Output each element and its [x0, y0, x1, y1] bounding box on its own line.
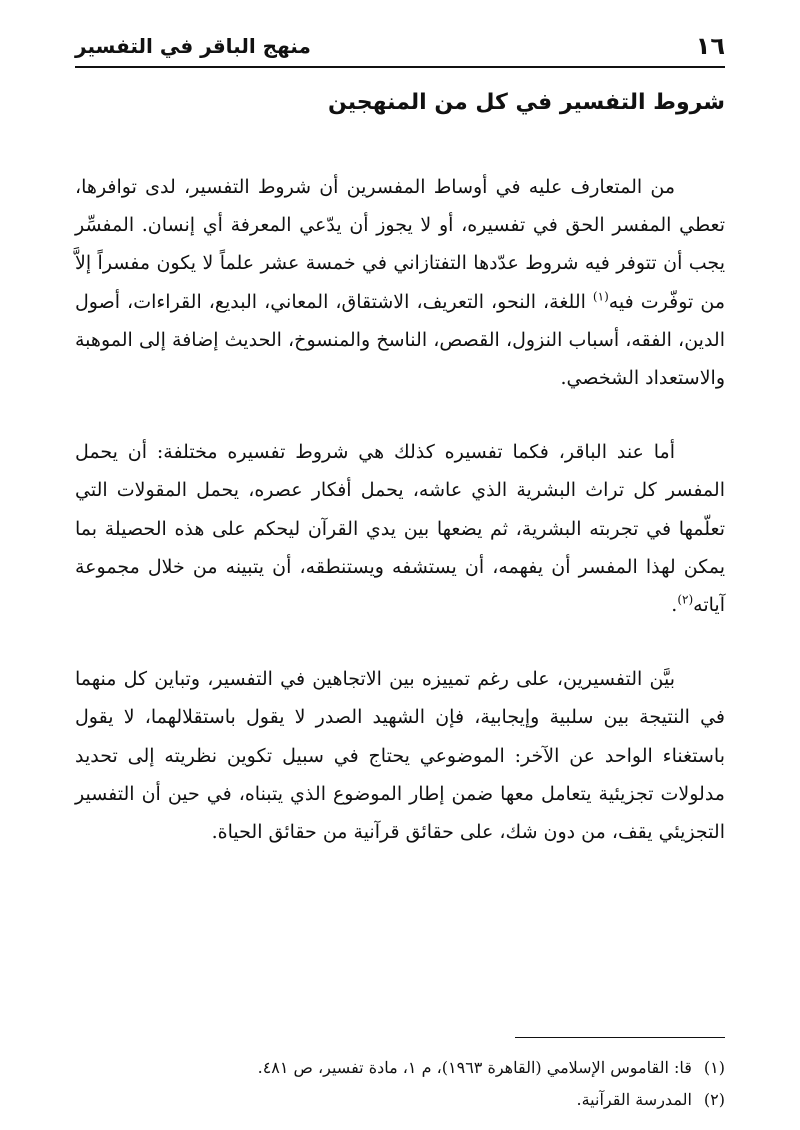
footnote: [75, 1052, 725, 1084]
page-number: ١٦: [695, 32, 725, 60]
footnote: [75, 1084, 725, 1116]
footnote-ref[interactable]: (٢): [677, 592, 694, 607]
footnote-text: المدرسة القرآنية.: [576, 1090, 692, 1109]
paragraph: [75, 168, 725, 397]
paragraph-text: من المتعارف عليه في أوساط المفسرين أن شروط التفسير، لدى توافرها، تعطي المفسر الحق في تفسيره، أو لا يجوز أن يدّعي المعرفة أي إنسان. المفسِّر يجب أن تتوفر فيه شروط عدّدها التفتازاني في خمسة عشر علماً لا يكون مفسراً إلاَّ من توفّرت فيه: [75, 176, 726, 313]
footnote-divider: [515, 1037, 725, 1038]
section-heading: شروط التفسير في كل من المنهجين: [327, 90, 725, 115]
page-header: [75, 30, 725, 68]
paragraph-text: اللغة، النحو، التعريف، الاشتقاق، المعاني، البديع، القراءات، أصول الدين، الفقه، أسباب النزول، القصص، الناسخ والمنسوخ، الحديث إضافة إلى الموهبة والاستعداد الشخصي.: [75, 290, 725, 390]
paragraph-text: بيَّن التفسيرين، على رغم تمييزه بين الاتجاهين في التفسير، وتباين كل منهما في النتيجة بين سلبية وإيجابية، فإن الشهيد الصدر لا يقول باستقلالهما، لا يقول باستغناء الواحد عن الآخر: الموضوعي يحتاج في سبيل تكوين نظريته إلى تحديد مدلولات تجزيئية يتعامل معها ضمن إطار الموضوع الذي يتبناه، في حين أن التفسير التجزيئي يقف، من دون شك، على حقائق قرآنية من حقائق الحياة.: [75, 668, 725, 844]
paragraph-text: .: [671, 594, 678, 617]
paragraph: [75, 433, 725, 624]
footnote-ref[interactable]: (١): [592, 289, 609, 304]
running-title: منهج الباقر في التفسير: [75, 34, 311, 58]
body-text: [75, 168, 725, 851]
footnote-number: (٢): [703, 1090, 725, 1109]
paragraph: [75, 660, 725, 851]
footnote-number: (١): [703, 1058, 725, 1077]
footnotes: [75, 1052, 725, 1116]
footnote-text: قا: القاموس الإسلامي (القاهرة ١٩٦٣)، م ١، مادة تفسير، ص ٤٨١.: [257, 1058, 692, 1077]
paragraph-text: أما عند الباقر، فكما تفسيره كذلك هي شروط تفسيره مختلفة: أن يحمل المفسر كل تراث البشرية الذي عاشه، يحمل أفكار عصره، يحمل المقولات التي تعلّمها في تجربته البشرية، ثم يضعها بين يدي القرآن ليحكم على هذه الحصيلة بما يمكن لهذا المفسر أن يفهمه، أن يستشفه ويستنطقه، أن يتبينه من خلال مجموعة آياته: [75, 441, 725, 617]
